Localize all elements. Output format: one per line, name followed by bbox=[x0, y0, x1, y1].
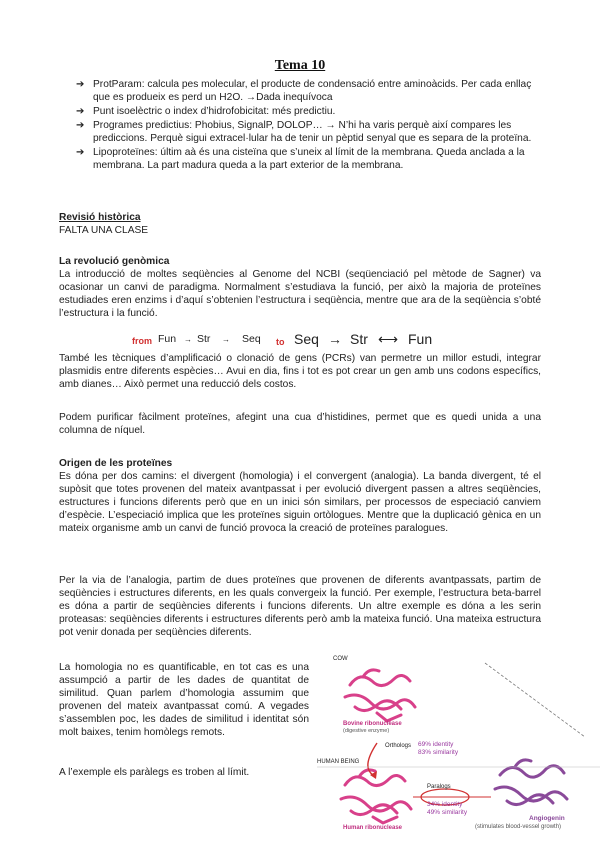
list-item: ➔ Lipoproteïnes: últim aà és una cisteïna que s’uneix al límit de la membrana. Queda anclada a la membrana. La part madura queda a la part exterior de la membrana. bbox=[76, 147, 525, 171]
list-item: ➔ ProtParam: calcula pes molecular, el producte de condensació entre aminoàcids. Per cada enllaç que es produeix es perd un H2O. →Dada inequívoca bbox=[76, 79, 532, 103]
bovine-protein-icon bbox=[345, 670, 415, 721]
arrow-bullet-icon: ➔ bbox=[76, 147, 85, 158]
ortho-similarity: 83% similarity bbox=[418, 749, 459, 756]
human-being-label: HUMAN BEING bbox=[317, 759, 360, 765]
bovine-sublabel: (digestive enzyme) bbox=[343, 728, 390, 734]
section-heading-revisio: Revisió històrica bbox=[59, 212, 141, 223]
paragraph: Es dóna per dos camins: el divergent (homologia) i el convergent (analogia). La banda divergent, té el supòsit que totes provenen del mateix avantpassat i per evolució divergent passen a altres seqüències, estructures i funcions diferents però que en un inici són similars, per processos de especiació canviem d’espècie. L’especiació implica que les proteïnes siguin ortòlogues. Mentre que la duplicació gènica en un mateix organisme amb un canvi de funció provoca la creació de proteïnes paralogues. bbox=[59, 471, 541, 534]
orthologs-label: Orthologs bbox=[385, 743, 412, 749]
section-heading-origen: Origen de les proteïnes bbox=[59, 458, 173, 469]
list-item: ➔ Punt isoelèctric o index d’hidrofobicitat: més predictiu. bbox=[76, 106, 336, 117]
paragraph: Podem purificar fàcilment proteïnes, afegint una cua d’histidines, permet que es quedi unida a una columna de níquel. bbox=[59, 412, 541, 436]
paragraph: També les tècniques d’amplificació o clonació de gens (PCRs) van permetre un millor estudi, integrar plasmidis entre diferents espècies… Avui en dia, fins i tot es pot crear un gen amb uns codons específics, amb dianes… Això permet una reducció dels costos. bbox=[59, 353, 541, 390]
angiogenin-label: Angiogenin bbox=[529, 815, 565, 822]
paradigm-formula bbox=[0, 331, 600, 351]
bovine-label: Bovine ribonuclease bbox=[343, 721, 402, 727]
formula-str: Str bbox=[197, 333, 211, 345]
arrow-right-icon: → bbox=[328, 331, 342, 347]
arrow-bullet-icon: ➔ bbox=[76, 79, 85, 90]
arrow-right-icon: → bbox=[222, 335, 230, 344]
ortho-identity: 69% identity bbox=[418, 741, 454, 748]
formula-seq: Seq bbox=[242, 333, 261, 345]
page-title: Tema 10 bbox=[274, 58, 326, 73]
paragraph: La homologia no es quantificable, en tot cas es una assumpció a partir de les dades de quantitat de similitud. Quan parlem d’homologia assumim que provenen del mateix avantpassat comú. A vegades s’assemblen poc, les dades de similitud i identitat són molt baixes, tenim homòlegs remots. bbox=[59, 662, 309, 738]
formula-fun: Fun bbox=[158, 333, 177, 345]
formula-str: Str bbox=[350, 331, 368, 347]
arrow-bullet-icon: ➔ bbox=[76, 106, 85, 117]
angiogenin-protein-icon bbox=[495, 760, 567, 805]
paragraph: Per la via de l’analogia, partim de dues proteïnes que provenen de diferents avantpassats, partim de seqüències i estructures diferents, en les quals convergeix la funció. Per exemple, l’estructura beta-barrel es dóna a partir de seqüències diferents i funcions diferents. Un altre exemple es dóna a les serin proteasas: seqüències diferents i estructures diferents però amb la mateixa funció. Una mateixa estructura pot venir donada per seqüències diferents. bbox=[59, 575, 541, 638]
homology-figure bbox=[315, 655, 600, 845]
arrow-bullet-icon: ➔ bbox=[76, 120, 85, 131]
arrow-right-icon: → bbox=[184, 335, 192, 344]
revisio-note: FALTA UNA CLASE bbox=[59, 225, 149, 236]
para-identity: 34% identity bbox=[427, 801, 463, 808]
human-ribonuclease-label: Human ribonuclease bbox=[343, 825, 403, 831]
list-item: ➔ Programes predictius: Phobius, SignalP, DOLOP… → N’hi ha varis perquè així compares les prediccions. Perquè sigui extracel·lular ha de tenir un pèptid senyal que es separa de la proteïna. bbox=[76, 120, 532, 144]
formula-fun: Fun bbox=[408, 331, 433, 347]
angiogenin-sublabel: (stimulates blood-vessel growth) bbox=[475, 824, 562, 830]
formula-from: from bbox=[132, 336, 152, 346]
paragraph: A l’exemple els paràlegs es troben al límit. bbox=[59, 767, 250, 778]
arrow-bidirectional-icon: ⟷ bbox=[378, 331, 399, 347]
section-heading-revolucio: La revolució genòmica bbox=[59, 256, 170, 267]
formula-seq: Seq bbox=[294, 331, 319, 347]
para-similarity: 49% similarity bbox=[427, 809, 468, 816]
paragraph: La introducció de moltes seqüències al Genome del NCBI (seqüenciació pel mètode de Sagner) va ocasionar un canvi de paradigma. Normalment s’estudiava la funció, per això la majoria de proteïnes estudiades eren enzims i d’aquí s’obtenien l’estructura i seqüència, mentre que ara de la seqüència s’obté l’estructura i la funció. bbox=[59, 269, 541, 319]
formula-to: to bbox=[276, 337, 285, 347]
bullet-list bbox=[76, 78, 544, 173]
paralogs-label: Paralogs bbox=[427, 784, 451, 790]
cow-label: COW bbox=[333, 656, 348, 662]
